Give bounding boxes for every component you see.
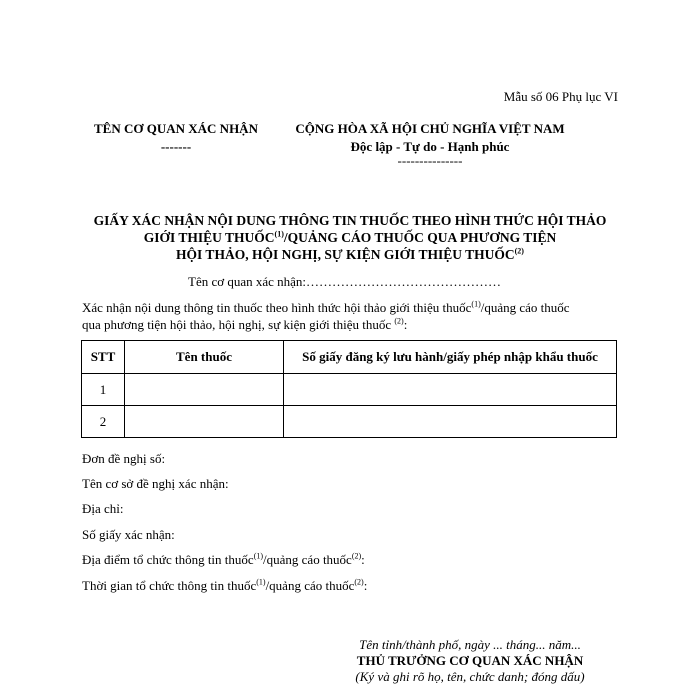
document-title <box>40 212 660 263</box>
table-row <box>82 406 617 438</box>
location-label-a: Địa điểm tổ chức thông tin thuốc <box>82 552 254 567</box>
signature-block <box>320 637 620 685</box>
intro-line-1 <box>82 299 622 316</box>
time-field <box>82 578 367 594</box>
issuing-agency-header <box>86 121 266 155</box>
motto-divider: --------------- <box>397 153 463 168</box>
cell-drug-name[interactable] <box>125 374 284 406</box>
title-line-2-a: GIỚI THIỆU THUỐC <box>143 230 275 245</box>
time-label-b: /quảng cáo thuốc <box>265 578 355 593</box>
intro-line-1-b: /quảng cáo thuốc <box>480 300 570 315</box>
table-row <box>82 374 617 406</box>
time-footnote-1: (1) <box>256 577 266 587</box>
agency-line: Tên cơ quan xác nhận:……………………………………… <box>188 274 502 289</box>
cell-stt: 2 <box>82 406 125 438</box>
col-header-stt: STT <box>82 341 125 374</box>
request-number-field: Đơn đề nghị số: <box>82 451 166 466</box>
title-line-2-b: /QUẢNG CÁO THUỐC QUA PHƯƠNG TIỆN <box>283 230 557 245</box>
agency-divider: ------- <box>160 139 192 154</box>
intro-line-2-a: qua phương tiện hội thảo, hội nghị, sự kiện giới thiệu thuốc <box>82 317 392 332</box>
table-header-row <box>82 341 617 374</box>
cell-registration-no[interactable] <box>284 406 617 438</box>
agency-name-placeholder: TÊN CƠ QUAN XÁC NHẬN <box>94 121 258 136</box>
address-field: Địa chỉ: <box>82 501 124 516</box>
time-label-a: Thời gian tổ chức thông tin thuốc <box>82 578 257 593</box>
intro-line-2-b: : <box>403 317 408 332</box>
drug-table <box>81 340 617 438</box>
col-header-registration-no: Số giấy đăng ký lưu hành/giấy phép nhập khẩu thuốc <box>284 341 617 374</box>
cell-drug-name[interactable] <box>125 406 284 438</box>
form-number: Mẫu số 06 Phụ lục VI <box>503 89 618 104</box>
location-field <box>82 552 365 568</box>
national-motto: Độc lập - Tự do - Hạnh phúc <box>350 139 510 154</box>
intro-footnote-1: (1) <box>471 299 481 309</box>
title-line-3 <box>40 246 660 263</box>
title-line-2 <box>40 229 660 246</box>
facility-name-field: Tên cơ sở đề nghị xác nhận: <box>82 476 229 491</box>
certificate-number-field: Số giấy xác nhận: <box>82 527 175 542</box>
cell-registration-no[interactable] <box>284 374 617 406</box>
title-footnote-1: (1) <box>274 229 284 239</box>
signatory-title: THỦ TRƯỞNG CƠ QUAN XÁC NHẬN <box>356 653 584 668</box>
time-footnote-2: (2) <box>354 577 364 587</box>
nation-name: CỘNG HÒA XÃ HỘI CHỦ NGHĨA VIỆT NAM <box>295 121 565 136</box>
location-footnote-2: (2) <box>351 551 362 561</box>
national-header <box>280 121 580 167</box>
place-date-line: Tên tỉnh/thành phố, ngày ... tháng... năm... <box>359 637 581 652</box>
time-colon: : <box>363 578 368 593</box>
col-header-drug-name: Tên thuốc <box>125 341 284 374</box>
intro-paragraph <box>82 299 622 333</box>
location-label-b: /quảng cáo thuốc <box>263 552 352 567</box>
title-line-3-a: HỘI THẢO, HỘI NGHỊ, SỰ KIỆN GIỚI THIỆU THUỐC <box>176 247 515 262</box>
intro-line-2 <box>82 316 622 333</box>
location-footnote-1: (1) <box>253 551 264 561</box>
title-footnote-2: (2) <box>514 246 524 256</box>
signature-instruction: (Ký và ghi rõ họ, tên, chức danh; đóng dấu) <box>355 669 585 684</box>
intro-line-1-a: Xác nhận nội dung thông tin thuốc theo hình thức hội thảo giới thiệu thuốc <box>82 300 472 315</box>
cell-stt: 1 <box>82 374 125 406</box>
title-line-1: GIẤY XÁC NHẬN NỘI DUNG THÔNG TIN THUỐC THEO HÌNH THỨC HỘI THẢO <box>93 213 607 228</box>
intro-footnote-2: (2) <box>394 316 404 326</box>
location-colon: : <box>361 552 365 567</box>
